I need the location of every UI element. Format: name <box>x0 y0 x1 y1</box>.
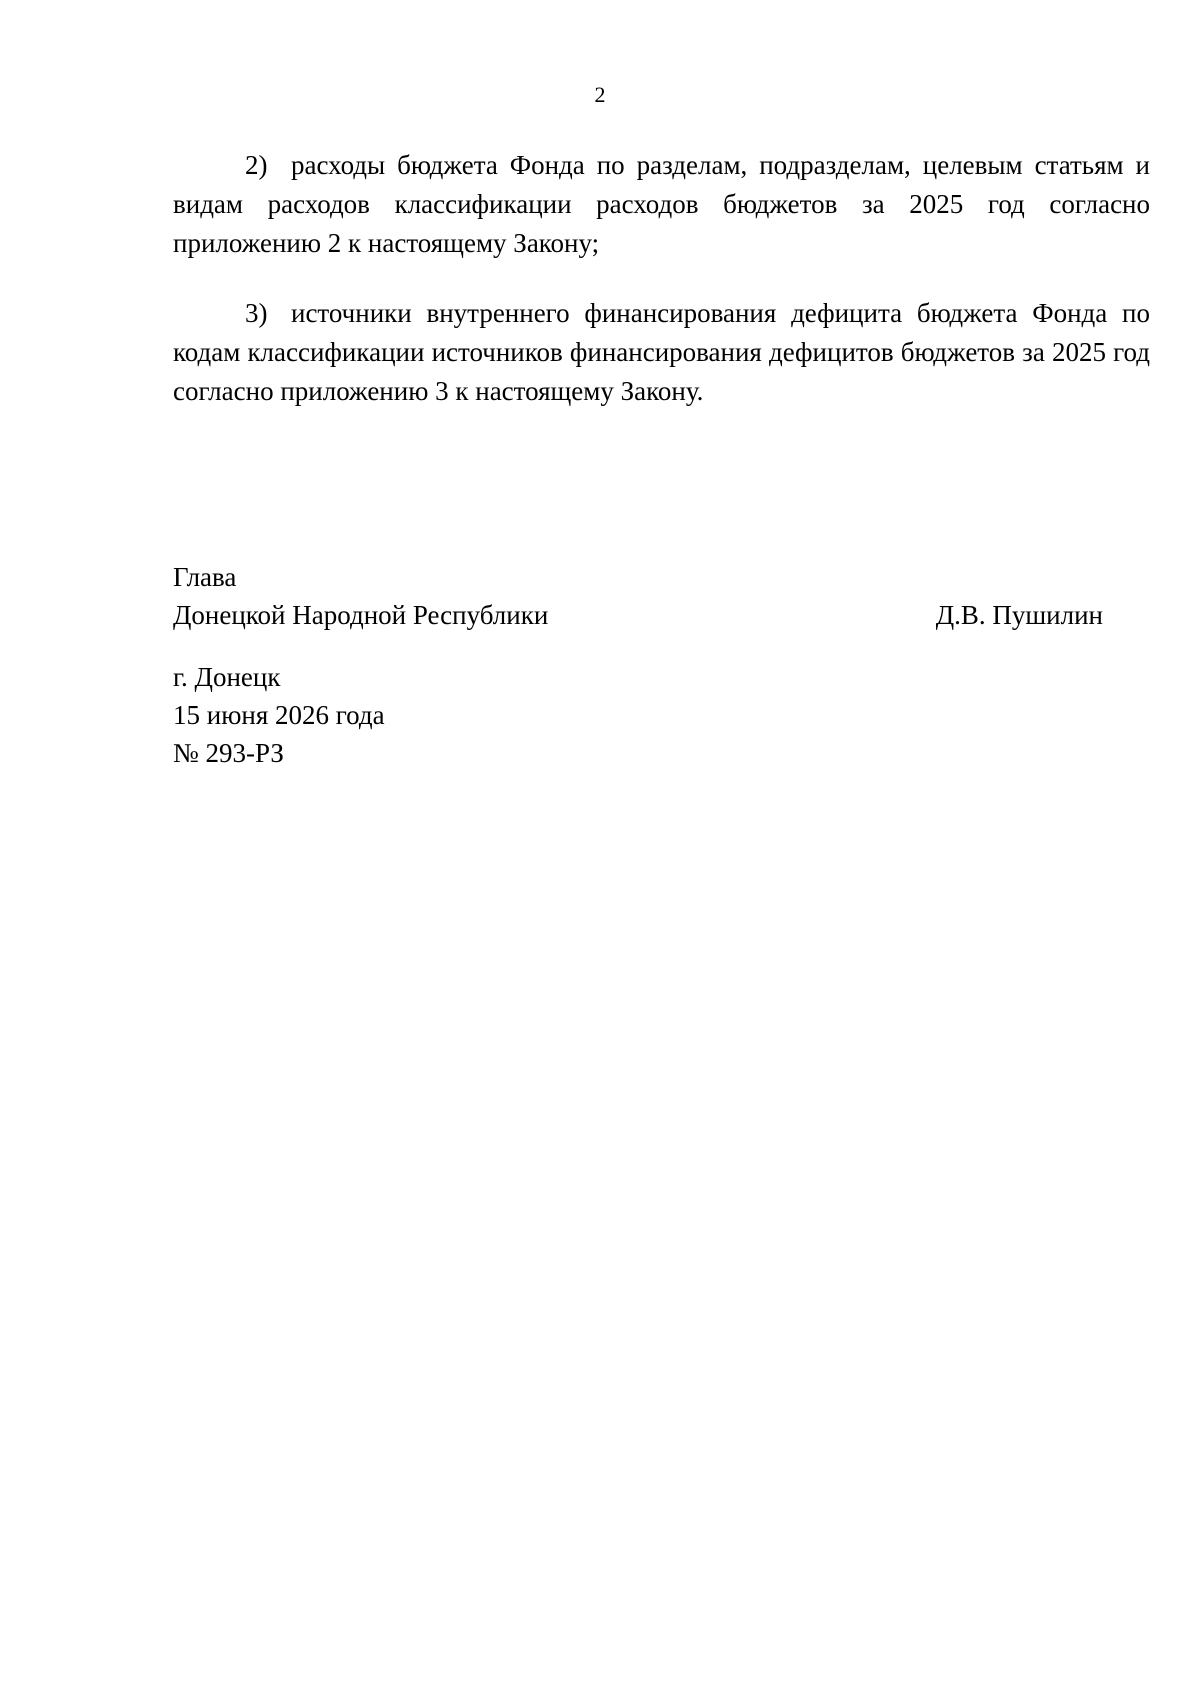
signatory-title-line2: Донецкой Народной Республики <box>173 600 549 630</box>
signatory-name: Д.В. Пушилин <box>935 600 1103 630</box>
place-date-block <box>173 658 385 772</box>
signature-line <box>173 596 1103 634</box>
city: г. Донецк <box>173 662 281 692</box>
item-number: 2) <box>245 150 268 180</box>
law-number: № 293-РЗ <box>173 738 284 768</box>
item-text: источники внутреннего финансирования дефицита бюджета Фонда по кодам классификации источников финансирования дефицитов бюджетов за 2025 год согласно приложению 3 к настоящему Закону. <box>173 298 1150 406</box>
item-number: 3) <box>245 298 268 328</box>
list-item <box>173 294 1150 411</box>
date: 15 июня 2026 года <box>173 700 385 730</box>
page-number: 2 <box>594 82 606 107</box>
item-text: расходы бюджета Фонда по разделам, подразделам, целевым статьям и видам расходов классификации расходов бюджетов за 2025 год согласно приложению 2 к настоящему Закону; <box>173 150 1150 258</box>
signatory-title-line1: Глава <box>173 562 237 592</box>
list-item <box>173 146 1150 263</box>
signature-block <box>173 558 1103 634</box>
